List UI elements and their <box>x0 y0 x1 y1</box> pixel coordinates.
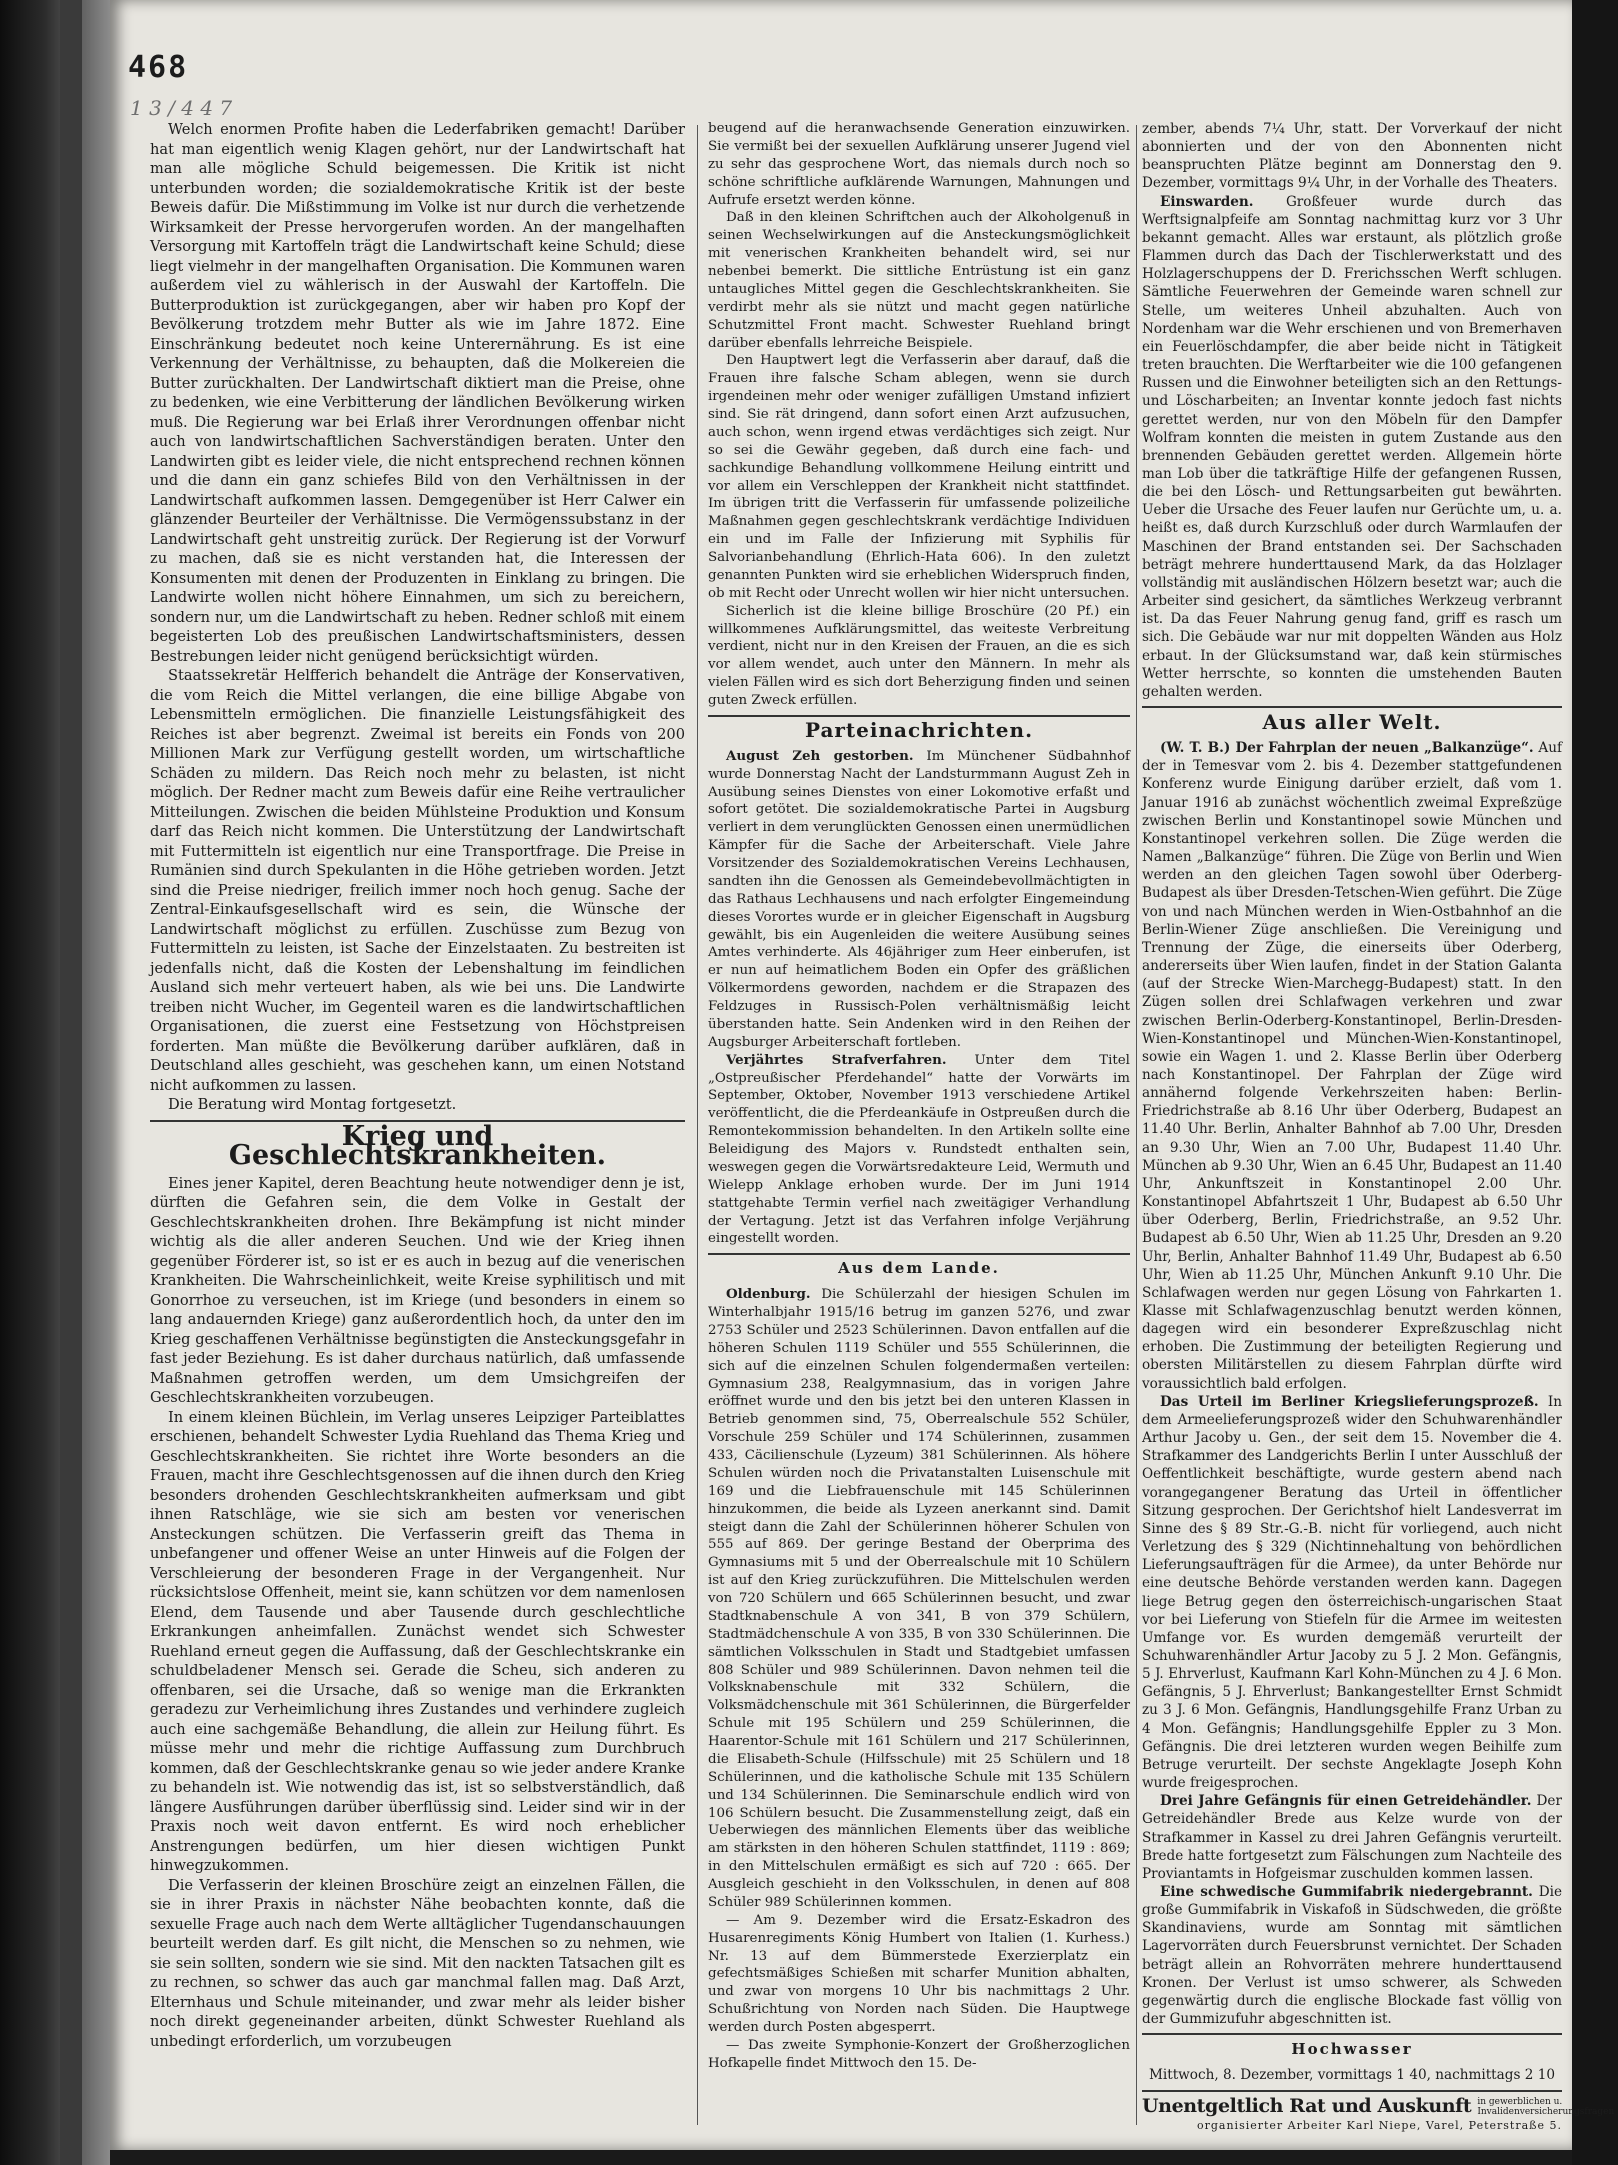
handwritten-mark: 1 3 / 4 4 7 <box>130 96 233 120</box>
news-item-head: August Zeh gestorben. <box>726 747 914 764</box>
ad-side-text: in gewerblichen u. Invalidenversicherungsfragen <box>1477 2096 1615 2117</box>
column-2 <box>708 120 1130 2073</box>
paragraph: beugend auf die heranwachsende Generation einzuwirken. Sie vermißt bei der sexuellen Aufklärung unserer Jugend viel zu sehr das gesprochene Wort, das niemals durch noch so schöne schriftliche aufklärende Warnungen, Mahnungen und Aufrufe ersetzt werden könne. <box>708 121 1130 208</box>
news-item-head: Eine schwedische Gummifabrik niedergebrannt. <box>1160 1884 1533 1900</box>
tide-times: Mittwoch, 8. Dezember, vormittags 1 40, nachmittags 2 10 <box>1148 2067 1556 2084</box>
paragraph: Eines jener Kapitel, deren Beachtung heute notwendiger denn je ist, dürften die Gefahren sein, die dem Volke in Gestalt der Geschlechtskrankheiten drohen. Ihre Bekämpfung ist nicht minder wichtig als die aller anderen Seuchen. Und wie der Krieg ihnen gegenüber Förderer ist, so ist er es auch in bezug auf die venerischen Krankheiten. Die Wahrscheinlichkeit, weite Kreise syphilitisch und mit Gonorrhoe zu verseuchen, ist im Kriege (und besonders in einem so lang andauernden Kriege) ganz außerordentlich hoch, da unter den im Krieg geschaffenen Verhältnisse begünstigten die Ansteckungsgefahr in fast jeder Beziehung. Es ist daher durchaus natürlich, daß umfassende Maßnahmen getroffen werden, um dem Umsichgreifen der Geschlechtskrankheiten vorzubeugen. <box>150 1174 685 1406</box>
section-rule <box>708 715 1130 717</box>
news-item-head: (W. T. B.) Der Fahrplan der neuen „Balkanzüge“. <box>1160 740 1534 757</box>
section-rule <box>1142 2033 1562 2035</box>
section-title-aus-aller-welt: Aus aller Welt. <box>1262 710 1442 734</box>
paragraph: Den Hauptwert legt die Verfasserin aber darauf, daß die Frauen ihre falsche Scham ablegen, wenn sie durch irgendeinen mehr oder weniger zufälligen Umstand infiziert sind. Sie rät dringend, dann sofort einen Arzt aufzusuchen, auch schon, wenn irgend etwas verdächtiges sich zeigt. Nur so sei die Gewähr gegeben, daß durch eine fach- und sachkundige Behandlung vollkommene Heilung eintritt und vor allem ein Verschleppen der Krankheit nicht stattfindet. Im übrigen tritt die Verfasserin für umfassende polizeiliche Maßnahmen gegen geschlechtskrank verdächtige Individuen ein und im Falle der Infizierung mit Syphilis für Salvorianbehandlung (Ehrlich-Hata 606). In den zuletzt genannten Punkten wird sie erheblichen Widerspruch finden, ob mit Recht oder Unrecht wollen wir hier nicht untersuchen. <box>708 353 1130 601</box>
article-title-krieg: Krieg und Geschlechtskrankheiten. <box>228 1120 607 1171</box>
column-rule-1 <box>697 125 698 2125</box>
news-item-text: Die große Gummifabrik in Viskafoß in Südschweden, die größte Skandinaviens, wurde am Sonntag mit sämtlichen Lagervorräten durch Feuersbrunst vernichtet. Der Schaden beträgt allein an Rohvorräten mehrere hunderttausend Kronen. Der Verlust ist umso schwerer, als Schweden gegenwärtig durch die englische Blockade fast völlig von der Gummizufuhr abgeschnitten ist. <box>1142 1884 1562 2028</box>
news-item <box>708 1052 1130 1249</box>
paragraph: In einem kleinen Büchlein, im Verlag unseres Leipziger Parteiblattes erschienen, behandelt Schwester Lydia Ruehland das Thema Krieg und Geschlechtskrankheiten. Sie richtet ihre Worte besonders an die Frauen, macht ihre Geschlechtsgenossen auf die ihnen durch den Krieg besonders drohenden Geschlechtskrankheiten aufmerksam und gibt ihnen Ratschläge, wie sie sich am besten vor venerischen Ansteckungen schützen. Die Verfasserin greift das Thema in unbefangener und offener Weise an unter Hinweis auf die Folgen der Verschleierung der besonderen Frage in der Vergangenheit. Nur rücksichtslose Offenheit, meint sie, kann schützen vor dem namenlosen Elend, dem Tausende und aber Tausende durch geschlechtliche Erkrankungen anheimfallen. Zunächst wendet sich Schwester Ruehland erneut gegen die Auffassung, daß der Geschlechtskranke ein schuldbeladener Mensch sei. Gerade die Scheu, sich anderen zu offenbaren, sei die Ursache, daß so wenige man die Erkrankten geradezu zur Verheimlichung ihres Zustandes und verhindere zugleich auch eine sachgemäße Behandlung, die allein zur Heilung führt. Es müsse mehr und mehr die richtige Auffassung zum Durchbruch kommen, daß der Geschlechtskranke genau so wie jeder andere Kranke zu behandeln ist. Wie notwendig das ist, ist so selbstverständlich, daß längere Ausführungen darüber überflüssig sind. Leider sind wir in der Praxis noch weit davon entfernt. Es wird noch erheblicher Anstrengungen bedürfen, um hier diesen wichtigen Punkt hinwegzukommen. <box>150 1408 685 1874</box>
spine-band <box>60 0 82 2165</box>
news-item <box>708 748 1130 1052</box>
news-item-head: Verjährtes Strafverfahren. <box>726 1051 947 1068</box>
paragraph: Daß in den kleinen Schriftchen auch der Alkoholgenuß in seinen Wechselwirkungen auf die Ansteckungsmöglichkeit mit venerischen Krankheiten behandelt wird, sei nur nebenbei bemerkt. Die sittliche Entrüstung ist ein ganz untaugliches Mittel gegen die Geschlechtskrankheiten. Sie verdirbt mehr als sie nützt und macht gegen natürliche Schutzmittel Front macht. Schwester Ruehland bringt darüber ebenfalls lehrreiche Beispiele. <box>708 210 1130 351</box>
paragraph: Die Verfasserin der kleinen Broschüre zeigt an einzelnen Fällen, die sie in ihrer Praxis in nächster Nähe beobachten konnte, daß die sexuelle Frage auch nach dem Werte alltäglicher Tugendanschauungen beurteilt werden darf. Es gilt nicht, die Menschen so zu nehmen, wie sie sein sollten, sondern wie sie sind. Mit den nackten Tatsachen gilt es zu rechnen, so schwer das auch gar manchmal fallen mag. Daß Arzt, Elternhaus und Schule miteinander, und zwar mehr als leider bisher noch direkt gegeneinander arbeiten, dünkt Schwester Ruehland als unbedingt erforderlich, um vorzubeugen <box>150 1876 685 2050</box>
advertisement <box>1142 2095 1615 2135</box>
page-edge-dark <box>1572 0 1618 2165</box>
page-number: 468 <box>128 50 189 85</box>
section-title-parteinachrichten: Parteinachrichten. <box>804 717 1034 742</box>
section-title-hochwasser: Hochwasser <box>1291 2040 1413 2059</box>
news-item-text: Großfeuer wurde durch das Werftsignalpfeife am Sonntag nachmittag kurz vor 3 Uhr bekannt gemacht. Alles war erstaunt, als plötzlich große Flammen durch das Dach der Tischlerwerkstatt und des Holzlagerschuppens der D. Frerichsschen Werft schlugen. Sämtliche Feuerwehren der Gemeinde waren schnell zur Stelle, um weiteres Unheil abzuhalten. Auch von Nordenham war die Wehr erschienen und von Bremerhaven ein Feuerlöschdampfer, die aber beide nicht in Tätigkeit treten brauchten. Die Werftarbeiter wie die 100 gefangenen Russen und die Einwohner beteiligten sich an den Rettungs- und Löscharbeiten; an Inventar konnte jedoch fast nichts gerettet werden, nur von den Möbeln für den Dampfer Wolfram konnten die meisten in gutem Zustande aus den brennenden Gebäuden gerettet werden. Allgemein hörte man Lob über die tatkräftige Hilfe der gefangenen Russen, die bei den Lösch- und Rettungsarbeiten gut bewährten. Ueber die Ursache des Feuer laufen nur Gerüchte um, u. a. heißt es, daß durch Kurzschluß oder durch Warmlaufen der Maschinen der Brand entstanden sei. Der Sachschaden beträgt mehrere hunderttausend Mark, da das Holzlager vollständig mit ausländischen Hölzern besetzt war; auch die Arbeiter sind gesichert, da sämtliches Werkzeug verbrannt ist. Da das Feuer Nahrung genug fand, griff es rasch um sich. Die Gebäude war nur mit doppelten Wänden aus Holz erbaut. In der Glücksumstand war, daß kein stürmisches Wetter herrschte, so konnten die umstehenden Bauten gehalten werden. <box>1142 193 1562 700</box>
section-rule <box>1142 706 1562 708</box>
news-item-text: Auf der in Temesvar vom 2. bis 4. Dezember stattgefundenen Konferenz wurde Einigung darüber erzielt, daß vom 1. Januar 1916 ab zunächst wöchentlich zweimal Expreßzüge zwischen Berlin und Konstantinopel sowie München und Konstantinopel verkehren sollen. Die Züge werden die Namen „Balkanzüge“ führen. Die Züge von Berlin und Wien werden an den gleichen Tagen sowohl über Oderberg-Budapest als über Dresden-Tetschen-Wien geführt. Die Züge von und nach München werden in Wien-Ostbahnhof an die Berlin-Wiener Züge anschließen. Die Vereinigung und Trennung der Züge, die einerseits über Oderberg, andererseits über Wien laufen, findet in der Station Galanta (auf der Strecke Wien-Marchegg-Budapest) statt. In den Zügen sollen drei Schlafwagen verkehren und zwar zwischen Berlin-Oderberg-Konstantinopel, Berlin-Dresden-Wien-Konstantinopel und München-Wien-Konstantinopel, sowie ein Wagen 1. und 2. Klasse Berlin über Oderberg nach Konstantinopel. Der Fahrplan der Züge wird annähernd folgende Verkehrszeiten haben: Berlin-Friedrichstraße ab 8.16 Uhr über Oderberg, Budapest an 11.40 Uhr. Berlin, Anhalter Bahnhof ab 7.00 Uhr, Dresden an 9.30 Uhr, Wien an 7.00 Uhr, Budapest 11.40 Uhr. München ab 9.30 Uhr, Wien an 6.45 Uhr, Budapest an 11.40 Uhr, Ankunftszeit in Konstantinopel 2.00 Uhr. Konstantinopel Abfahrtszeit 1 Uhr, Budapest ab 6.50 Uhr über Oderberg, Berlin, Friedrichstraße, an 9.52 Uhr. Budapest ab 6.50 Uhr, Wien ab 11.25 Uhr, Dresden an 9.20 Uhr, Berlin, Anhalter Bahnhof 11.49 Uhr, Budapest ab 6.50 Uhr, Wien ab 11.25 Uhr, München Ankunft 9.10 Uhr. Die Schlafwagen werden nur gegen Lösung von Fahrkarten 1. Klasse mit Schlafwagenzuschlag benutzt werden können, dagegen wird ein besonderer Expreßzuschlag nicht erhoben. Die Zustimmung der beteiligten Regierung und obersten Militärstellen zu diesem Fahrplan dürfte wird voraussichtlich bald erfolgen. <box>1142 740 1563 1392</box>
paragraph: — Das zweite Symphonie-Konzert der Großherzoglichen Hofkapelle findet Mittwoch den 15. De- <box>708 2037 1130 2071</box>
news-item-text: Unter dem Titel „Ostpreußischer Pferdehandel“ hatte der Vorwärts im September, Oktober, November 1913 verschiedene Artikel veröffentlicht, die die Pferdeankäufe in Ostpreußen durch die Remontekommission behandelten. In den Artikeln sollte eine Beleidigung des Majors v. Rundstedt enthalten sein, weswegen gegen die Vorwärtsredakteure Leid, Wermuth und Wielepp Anklage erhoben wurde. Der im Juni 1914 stattgehabte Termin verfiel nach zweitägiger Verhandlung der Vertagung. Jetzt ist das Verfahren infolge Verjährung eingestellt worden. <box>708 1052 1130 1247</box>
section-title-aus-dem-lande: Aus dem Lande. <box>838 1259 1000 1278</box>
column-1 <box>150 120 685 2051</box>
paragraph: Welch enormen Profite haben die Lederfabriken gemacht! Darüber hat man eigentlich wenig Klagen gehört, nur der Landwirtschaft hat man alle mögliche Schuld beigemessen. Die Kritik ist nicht unterbunden worden; die sozialdemokratische Kritik ist der beste Beweis dafür. Die Mißstimmung im Volke ist nur durch die verhetzende Wirksamkeit der Presse hervorgerufen worden. An der mangelhaften Versorgung mit Kartoffeln trägt die Landwirtschaft keine Schuld; diese liegt vielmehr in der mangelhaften Organisation. Die Kommunen waren außerdem viel zu wählerisch in der Auswahl der Kartoffeln. Die Butterproduktion ist zurückgegangen, aber wir haben pro Kopf der Bevölkerung trotzdem mehr Butter als wie im Jahre 1872. Eine Einschränkung bedeutet noch keine Unterernährung. Es ist eine Verkennung der Verhältnisse, zu behaupten, daß die Molkereien die Butter zurückhalten. Der Landwirtschaft diktiert man die Preise, ohne zu bedenken, wie eine Verbitterung der ländlichen Bevölkerung wirken muß. Die Regierung war bei Erlaß ihrer Verordnungen offenbar nicht auch von landwirtschaftlichen Sachverständigen beraten. Unter den Landwirten gibt es leider viele, die nicht entsprechend rechnen können und die dann ein ganz schiefes Bild von den Verhältnissen in der Landwirtschaft aufkommen lassen. Demgegenüber ist Herr Calwer ein glänzender Beurteiler der Verhältnisse. Die Vermögenssubstanz in der Landwirtschaft geht unstreitig zurück. Der Regierung ist der Vorwurf zu machen, daß sie es nicht verstanden hat, die Interessen der Konsumenten mit denen der Produzenten in Einklang zu bringen. Die Landwirte wollen nicht höhere Einnahmen, um sich zu bereichern, sondern nur, um die Landwirtschaft zu heben. Redner schloß mit einem begeisterten Lob des preußischen Landwirtschaftsministers, dessen Bestrebungen leider nicht genügend berücksichtigt würden. <box>150 121 685 665</box>
news-item <box>1142 193 1562 701</box>
paragraph: — Am 9. Dezember wird die Ersatz-Eskadron des Husarenregiments König Humbert von Italien (1. Kurhess.) Nr. 13 auf dem Bümmerstede Exerzierplatz ein gefechtsmäßiges Schießen mit scharfer Munition abhalten, und zwar von morgens 10 Uhr bis nachmittags 2 Uhr. Schußrichtung von Norden nach Süden. Die Hauptwege werden durch Posten abgesperrt. <box>708 1912 1130 2035</box>
section-rule <box>1142 2090 1562 2092</box>
column-3 <box>1142 120 1615 2135</box>
news-item-text: In dem Armeelieferungsprozeß wider den Schuhwarenhändler Arthur Jacoby u. Gen., der seit dem 15. November die 4. Strafkammer des Landgerichts Berlin I unter Ausschluß der Oeffentlichkeit beschäftigte, wurde gestern abend nach vorangegangener Beratung das Urteil in öffentlicher Sitzung gesprochen. Der Gerichtshof hielt Landesverrat im Sinne des § 89 Str.-G.-B. nicht für vorliegend, auch nicht Verletzung des § 329 (Nichtinnehaltung von behördlichen Lieferungsaufträgen für die Armee), da unter Behörde nur eine deutsche Behörde verstanden werden kann. Dagegen liege Betrug gegen den österreichisch-ungarischen Staat vor bei Lieferung von Stiefeln für die Armee im weitesten Umfange vor. Es wurden demgemäß verurteilt der Schuhwarenhändler Artur Jacoby zu 5 J. 2 Mon. Gefängnis, 5 J. Ehrverlust, Kaufmann Karl Kohn-München zu 4 J. 6 Mon. Gefängnis, 5 J. Ehrverlust; Bankangestellter Ernst Schmidt zu 3 J. 6 Mon. Gefängnis, Handlungsgehilfe Franz Urban zu 4 Mon. Gefängnis; Handlungsgehilfe Eppler zu 3 Mon. Gefängnis. Die drei letzteren wurden wegen Beihilfe zum Betruge verurteilt. Der sechste Angeklagte Joseph Kohn wurde freigesprochen. <box>1142 1393 1562 1792</box>
news-item <box>1142 1792 1562 1883</box>
book-spine <box>0 0 110 2165</box>
section-rule <box>708 1253 1130 1255</box>
news-item <box>1142 1883 1562 2028</box>
news-item-text: Im Münchener Südbahnhof wurde Donnerstag Nacht der Landsturmmann August Zeh in Ausübung seines Dienstes von einer Lokomotive erfaßt und sofort getötet. Die sozialdemokratische Partei in Augsburg verliert in dem verunglückten Genossen einen unermüdlichen Kämpfer für die Sache der Arbeiterschaft. Viele Jahre Vorsitzender des Sozialdemokratischen Vereins Lechhausen, sandten ihn die Genossen als Gemeindebevollmächtigten in das Rathaus Lechhausens und nach erfolgter Eingemeindung dieses Vorortes wurde er in gleicher Eigenschaft in Augsburg gewählt, bis ein Augenleiden die weitere Ausübung seines Amtes verhinderte. Als 46jähriger zum Heer einberufen, ist er nun auf heimatlichem Boden ein Opfer des gräßlichen Völkermordens geworden, nachdem er die Strapazen des Feldzuges in Russisch-Polen verhältnismäßig leicht überstanden hatte. Sein Andenken wird in den Reihen der Augsburger Arbeiterschaft fortleben. <box>708 748 1130 1050</box>
news-item-head: Drei Jahre Gefängnis für einen Getreidehändler. <box>1160 1793 1532 1810</box>
news-item <box>1142 1393 1562 1792</box>
paragraph: zember, abends 7¼ Uhr, statt. Der Vorverkauf der nicht abonnierten und der von den Abonnenten nicht beanspruchten Plätze beginnt am Donnerstag den 9. Dezember, vormittags 9¼ Uhr, in der Vorhalle des Theaters. <box>1142 121 1562 192</box>
paragraph: Staatssekretär Helfferich behandelt die Anträge der Konservativen, die vom Reich die Mittel verlangen, die eine billige Abgabe von Lebensmitteln ermöglichen. Die finanzielle Leistungsfähigkeit des Reiches ist aber begrenzt. Zweimal ist bereits ein Fonds von 200 Millionen Mark zur Verfügung gestellt worden, um wirtschaftliche Schäden zu mildern. Das Reich noch mehr zu belasten, ist nicht möglich. Der Redner macht zum Beweis dafür eine Reihe vertraulicher Mitteilungen. Zwischen die beiden Mühlsteine Produktion und Konsum darf das Reich nicht kommen. Die Unterstützung der Landwirtschaft mit Futtermitteln ist eigentlich nur eine Transportfrage. Die Preise in Rumänien sind durch Spekulanten in die Höhe getrieben worden. Jetzt sind die Preise niedriger, freilich immer noch hoch genug. Sache der Zentral-Einkaufsgesellschaft wird es sein, die Wünsche der Landwirtschaft möglichst zu erfüllen. Zuschüsse zum Bezug von Futtermitteln zu leisten, ist Sache der Einzelstaaten. Zu bestreiten ist jedenfalls nicht, daß die Kosten der Lebenshaltung im feindlichen Ausland sich mehr verteuert haben, als wie bei uns. Die Landwirte treiben nicht Wucher, im Gegenteil waren es die landwirtschaftlichen Organisationen, die zuerst eine Festsetzung von Höchstpreisen forderten. Man müßte die Bevölkerung darüber aufklären, daß in Deutschland alles geschieht, was geschehen kann, um einen Notstand nicht aufkommen zu lassen. <box>150 667 685 1094</box>
news-item-head: Oldenburg. <box>726 1286 811 1303</box>
news-item <box>1142 739 1562 1393</box>
news-item-text: Die Schülerzahl der hiesigen Schulen im Winterhalbjahr 1915/16 betrug im ganzen 5276, und zwar 2753 Schüler und 2523 Schülerinnen. Davon entfallen auf die höheren Schulen 1119 Schüler und 555 Schülerinnen, die sich auf die einzelnen Schulen folgendermaßen verteilen: Gymnasium 238, Realgymnasium, das in vorigen Jahre eröffnet wurde und den bis jetzt bei den unteren Klassen in Betrieb genommen sind, 75, Oberrealschule 552 Schüler, Vorschule 259 Schüler und 174 Schülerinnen, zusammen 433, Cäcilienschule (Lyzeum) 381 Schülerinnen. Als höhere Schulen würden noch die Privatanstalten Luisenschule mit 169 und die Liebfrauenschule mit 145 Schülerinnen hinzukommen, die beide als Lyzeen anerkannt sind. Damit steigt dann die Zahl der Schülerinnen höherer Schulen von 555 auf 869. Der geringe Bestand der Oberprima des Gymnasiums mit 5 und der Oberrealschule mit 10 Schülern ist auf den Krieg zurückzuführen. Die Mittelschulen werden von 720 Schülern und 665 Schülerinnen besucht, und zwar Stadtknabenschule A von 341, B von 379 Schülern, Stadtmädchenschule A von 335, B von 330 Schülerinnen. Die sämtlichen Volksschulen in Stadt und Stadtgebiet umfassen 808 Schüler und 989 Schülerinnen. Davon nehmen teil die Volksknabenschule mit 332 Schülern, die Volksmädchenschule mit 361 Schülerinnen, die Bürgerfelder Schule mit 195 Schülern und 259 Schülerinnen, die Haarentor-Schule mit 161 Schülern und 217 Schülerinnen, die Elisabeth-Schule (Hilfsschule) mit 25 Schülern und 18 Schülerinnen, und die katholische Schule mit 135 Schülern und 134 Schülerinnen. Die Seminarschule endlich wird von 106 Schülern besucht. Die Zusammenstellung zeigt, daß ein Ueberwiegen des männlichen Elements über das weibliche am stärksten in den höheren Schulen stattfindet, 1119 : 869; in den Mittelschulen ermäßigt es sich auf 720 : 665. Der Ausgleich geschieht in den Volksschulen, in denen auf 808 Schüler 989 Schülerinnen kommen. <box>708 1287 1130 1910</box>
ad-address: organisierter Arbeiter Karl Niepe, Varel, Peterstraße 5. <box>1196 2118 1562 2132</box>
news-item <box>708 1286 1130 1912</box>
news-item-head: Das Urteil im Berliner Kriegslieferungsprozeß. <box>1160 1393 1539 1410</box>
paragraph: Die Beratung wird Montag fortgesetzt. <box>168 1096 457 1113</box>
news-item-text: Der Getreidehändler Brede aus Kelze wurde von der Strafkammer in Kassel zu drei Jahren Gefängnis verurteilt. Brede hatte fortgesetzt zum Fälschungen zum Nachteile des Proviantamts in Hofgeismar zuschulden kommen lassen. <box>1142 1793 1562 1882</box>
column-rule-2 <box>1136 125 1137 2125</box>
paragraph: Sicherlich ist die kleine billige Broschüre (20 Pf.) ein willkommenes Aufklärungsmittel, das weiteste Verbreitung verdient, nicht nur in den Kreisen der Frauen, an die es sich vor allem wendet, auch unter den Männern. In mehr als vielen Fällen wird es sich dort Beherzigung finden und seinen guten Zweck erfüllen. <box>708 603 1130 708</box>
news-item-head: Einswarden. <box>1160 193 1254 210</box>
ad-title: Unentgeltlich Rat und Auskunft <box>1142 2095 1472 2118</box>
